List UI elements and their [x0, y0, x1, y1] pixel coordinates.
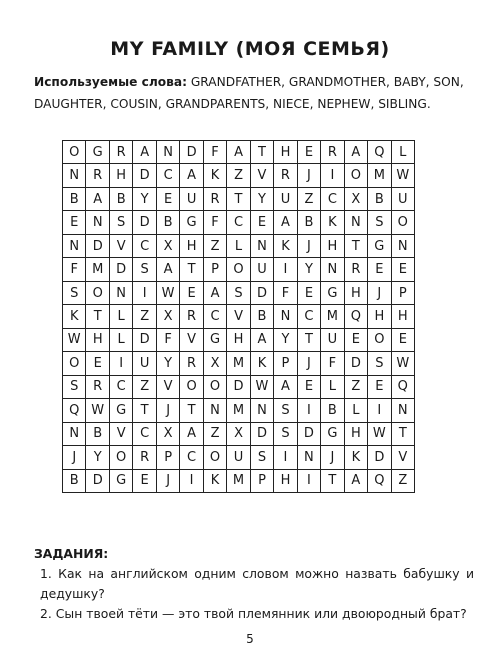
grid-cell: G	[321, 282, 344, 305]
grid-cell: K	[345, 446, 368, 469]
grid-cell: T	[345, 235, 368, 258]
grid-cell: E	[392, 329, 415, 352]
grid-cell: L	[392, 141, 415, 164]
task-2: 2. Сын твоей тёти — это твой племянник или двоюродный брат?	[40, 606, 467, 621]
grid-cell: T	[321, 470, 344, 493]
grid-cell: X	[157, 235, 180, 258]
grid-cell: A	[274, 211, 297, 234]
grid-cell: T	[133, 399, 156, 422]
grid-cell: I	[274, 258, 297, 281]
word-search-grid	[62, 140, 415, 493]
grid-cell: N	[274, 305, 297, 328]
grid-cell: Q	[63, 399, 86, 422]
grid-cell: M	[227, 352, 250, 375]
grid-cell: Y	[133, 188, 156, 211]
grid-cell: W	[392, 352, 415, 375]
grid-cell: G	[321, 423, 344, 446]
grid-cell: U	[180, 188, 203, 211]
grid-cell: H	[274, 470, 297, 493]
grid-cell: A	[157, 258, 180, 281]
grid-cell: O	[63, 141, 86, 164]
grid-cell: C	[157, 164, 180, 187]
grid-cell: C	[133, 423, 156, 446]
grid-cell: D	[368, 446, 391, 469]
grid-cell: W	[157, 282, 180, 305]
page-number: 5	[246, 632, 254, 646]
grid-cell: D	[251, 423, 274, 446]
grid-cell: G	[86, 141, 109, 164]
grid-cell: G	[368, 235, 391, 258]
grid-cell: J	[298, 352, 321, 375]
grid-cell: I	[274, 446, 297, 469]
grid-cell: R	[133, 446, 156, 469]
grid-cell: M	[368, 164, 391, 187]
grid-cell: H	[86, 329, 109, 352]
grid-cell: I	[368, 399, 391, 422]
grid-cell: E	[63, 211, 86, 234]
grid-cell: H	[368, 305, 391, 328]
grid-cell: Z	[133, 305, 156, 328]
grid-cell: X	[157, 423, 180, 446]
grid-cell: J	[321, 446, 344, 469]
grid-cell: N	[63, 423, 86, 446]
grid-cell: U	[251, 258, 274, 281]
grid-cell: B	[63, 470, 86, 493]
grid-cell: E	[368, 376, 391, 399]
grid-cell: A	[86, 188, 109, 211]
grid-cell: W	[392, 164, 415, 187]
grid-cell: R	[204, 188, 227, 211]
grid-cell: M	[227, 399, 250, 422]
grid-cell: O	[345, 164, 368, 187]
grid-cell: N	[251, 235, 274, 258]
grid-cell: J	[298, 164, 321, 187]
grid-cell: J	[157, 399, 180, 422]
grid-cell: H	[321, 235, 344, 258]
grid-cell: S	[251, 446, 274, 469]
grid-cell: Z	[392, 470, 415, 493]
grid-cell: B	[251, 305, 274, 328]
grid-cell: W	[63, 329, 86, 352]
grid-cell: M	[321, 305, 344, 328]
grid-cell: Q	[368, 141, 391, 164]
grid-cell: S	[110, 211, 133, 234]
grid-cell: M	[86, 258, 109, 281]
grid-cell: T	[392, 423, 415, 446]
grid-cell: R	[274, 164, 297, 187]
grid-cell: G	[110, 399, 133, 422]
grid-cell: C	[298, 305, 321, 328]
grid-cell: Z	[133, 376, 156, 399]
grid-cell: S	[63, 376, 86, 399]
grid-cell: O	[227, 258, 250, 281]
grid-cell: P	[274, 352, 297, 375]
grid-cell: O	[204, 446, 227, 469]
grid-cell: J	[368, 282, 391, 305]
grid-cell: E	[298, 141, 321, 164]
grid-cell: S	[368, 352, 391, 375]
grid-cell: A	[345, 141, 368, 164]
grid-cell: D	[110, 258, 133, 281]
grid-cell: N	[63, 235, 86, 258]
grid-cell: N	[392, 235, 415, 258]
grid-cell: C	[227, 211, 250, 234]
task-1: 1. Как на английском одним словом можно назвать бабушку и дедушку?	[40, 566, 474, 601]
grid-cell: B	[110, 188, 133, 211]
grid-cell: U	[227, 446, 250, 469]
grid-cell: B	[157, 211, 180, 234]
grid-cell: Q	[392, 376, 415, 399]
grid-cell: O	[204, 376, 227, 399]
grid-cell: K	[274, 235, 297, 258]
tasks-heading: ЗАДАНИЯ:	[34, 546, 109, 561]
grid-cell: D	[86, 235, 109, 258]
grid-cell: F	[321, 352, 344, 375]
grid-cell: E	[392, 258, 415, 281]
used-words	[34, 71, 474, 115]
grid-cell: D	[227, 376, 250, 399]
grid-cell: U	[274, 188, 297, 211]
grid-cell: V	[180, 329, 203, 352]
grid-cell: G	[204, 329, 227, 352]
grid-cell: R	[321, 141, 344, 164]
grid-cell: I	[298, 399, 321, 422]
grid-cell: H	[180, 235, 203, 258]
grid-cell: C	[180, 446, 203, 469]
grid-cell: D	[133, 164, 156, 187]
grid-cell: F	[204, 211, 227, 234]
grid-cell: I	[133, 282, 156, 305]
page-title: MY FAMILY (МОЯ СЕМЬЯ)	[110, 38, 390, 60]
grid-cell: A	[204, 282, 227, 305]
grid-cell: H	[110, 164, 133, 187]
grid-cell: O	[63, 352, 86, 375]
grid-cell: O	[86, 282, 109, 305]
grid-cell: K	[321, 211, 344, 234]
grid-cell: Y	[157, 352, 180, 375]
grid-cell: U	[321, 329, 344, 352]
grid-cell: J	[157, 470, 180, 493]
grid-cell: W	[251, 376, 274, 399]
grid-cell: B	[298, 211, 321, 234]
grid-cell: X	[204, 352, 227, 375]
grid-cell: C	[204, 305, 227, 328]
grid-cell: O	[180, 376, 203, 399]
grid-cell: N	[157, 141, 180, 164]
grid-cell: N	[86, 211, 109, 234]
grid-cell: B	[63, 188, 86, 211]
grid-cell: E	[133, 470, 156, 493]
grid-cell: F	[63, 258, 86, 281]
grid-cell: P	[251, 470, 274, 493]
grid-cell: N	[321, 258, 344, 281]
grid-cell: I	[180, 470, 203, 493]
grid-cell: R	[86, 164, 109, 187]
grid-cell: S	[227, 282, 250, 305]
grid-cell: C	[321, 188, 344, 211]
grid-cell: D	[133, 211, 156, 234]
grid-cell: J	[63, 446, 86, 469]
grid-cell: Z	[298, 188, 321, 211]
tasks-section	[34, 544, 474, 624]
grid-cell: P	[204, 258, 227, 281]
grid-cell: X	[157, 305, 180, 328]
grid-cell: C	[110, 376, 133, 399]
grid-cell: E	[251, 211, 274, 234]
grid-cell: T	[298, 329, 321, 352]
grid-cell: H	[345, 282, 368, 305]
grid-cell: E	[298, 376, 321, 399]
grid-cell: V	[227, 305, 250, 328]
grid-cell: R	[180, 305, 203, 328]
grid-cell: S	[133, 258, 156, 281]
grid-cell: V	[251, 164, 274, 187]
grid-cell: B	[368, 188, 391, 211]
grid-cell: W	[368, 423, 391, 446]
grid-cell: A	[274, 376, 297, 399]
grid-cell: L	[227, 235, 250, 258]
grid-cell: A	[180, 164, 203, 187]
grid-cell: K	[63, 305, 86, 328]
grid-cell: E	[368, 258, 391, 281]
grid-cell: H	[392, 305, 415, 328]
grid-cell: D	[133, 329, 156, 352]
grid-cell: D	[345, 352, 368, 375]
grid-cell: Z	[204, 235, 227, 258]
grid-cell: F	[157, 329, 180, 352]
grid-cell: T	[180, 399, 203, 422]
grid-cell: I	[321, 164, 344, 187]
grid-cell: G	[180, 211, 203, 234]
grid-cell: R	[110, 141, 133, 164]
grid-cell: I	[110, 352, 133, 375]
grid-cell: B	[86, 423, 109, 446]
grid-cell: N	[110, 282, 133, 305]
grid-cell: Z	[345, 376, 368, 399]
grid-cell: O	[368, 329, 391, 352]
grid-cell: D	[180, 141, 203, 164]
grid-cell: O	[392, 211, 415, 234]
grid-cell: H	[227, 329, 250, 352]
grid-cell: T	[251, 141, 274, 164]
grid-cell: X	[345, 188, 368, 211]
used-words-list: GRANDFATHER, GRANDMOTHER, BABY, SON, DAUGHTER, COUSIN, GRANDPARENTS, NIECE, NEPHEW, SIBLING.	[34, 75, 464, 111]
grid-cell: V	[110, 235, 133, 258]
grid-cell: F	[204, 141, 227, 164]
grid-cell: S	[63, 282, 86, 305]
grid-cell: R	[86, 376, 109, 399]
grid-cell: L	[110, 305, 133, 328]
grid-cell: A	[345, 470, 368, 493]
grid-cell: K	[204, 164, 227, 187]
grid-cell: Q	[368, 470, 391, 493]
grid-cell: L	[345, 399, 368, 422]
grid-cell: X	[227, 423, 250, 446]
grid-cell: M	[227, 470, 250, 493]
grid-cell: E	[345, 329, 368, 352]
grid-cell: V	[157, 376, 180, 399]
grid-cell: Q	[345, 305, 368, 328]
grid-cell: P	[157, 446, 180, 469]
grid-cell: Y	[298, 258, 321, 281]
grid-cell: T	[86, 305, 109, 328]
grid-cell: N	[251, 399, 274, 422]
grid-cell: D	[86, 470, 109, 493]
grid-cell: U	[392, 188, 415, 211]
grid-cell: V	[392, 446, 415, 469]
grid-cell: T	[180, 258, 203, 281]
grid-cell: S	[274, 399, 297, 422]
grid-cell: N	[298, 446, 321, 469]
grid-cell: O	[110, 446, 133, 469]
grid-cell: C	[133, 235, 156, 258]
grid-cell: S	[368, 211, 391, 234]
grid-cell: N	[204, 399, 227, 422]
grid-cell: A	[180, 423, 203, 446]
grid-cell: W	[86, 399, 109, 422]
grid-cell: A	[251, 329, 274, 352]
grid-cell: D	[298, 423, 321, 446]
grid-cell: R	[180, 352, 203, 375]
grid-cell: Z	[227, 164, 250, 187]
grid-cell: Y	[274, 329, 297, 352]
grid-cell: U	[133, 352, 156, 375]
grid-cell: I	[298, 470, 321, 493]
grid-cell: E	[298, 282, 321, 305]
grid-cell: H	[345, 423, 368, 446]
grid-cell: E	[157, 188, 180, 211]
grid-cell: K	[204, 470, 227, 493]
grid-cell: L	[321, 376, 344, 399]
grid-cell: Y	[86, 446, 109, 469]
grid-cell: K	[251, 352, 274, 375]
grid-cell: L	[110, 329, 133, 352]
grid-cell: E	[86, 352, 109, 375]
grid-cell: F	[274, 282, 297, 305]
grid-cell: T	[227, 188, 250, 211]
grid-cell: A	[133, 141, 156, 164]
grid-cell: H	[274, 141, 297, 164]
grid-cell: E	[180, 282, 203, 305]
grid-cell: G	[110, 470, 133, 493]
grid-cell: Y	[251, 188, 274, 211]
grid-cell: N	[63, 164, 86, 187]
grid-cell: V	[110, 423, 133, 446]
grid-cell: N	[392, 399, 415, 422]
grid-cell: N	[345, 211, 368, 234]
grid-cell: P	[392, 282, 415, 305]
used-words-label: Используемые слова:	[34, 75, 187, 89]
grid-cell: J	[298, 235, 321, 258]
grid-cell: Z	[204, 423, 227, 446]
grid-cell: R	[345, 258, 368, 281]
grid-cell: A	[227, 141, 250, 164]
grid-cell: B	[321, 399, 344, 422]
grid-cell: D	[251, 282, 274, 305]
grid-cell: S	[274, 423, 297, 446]
